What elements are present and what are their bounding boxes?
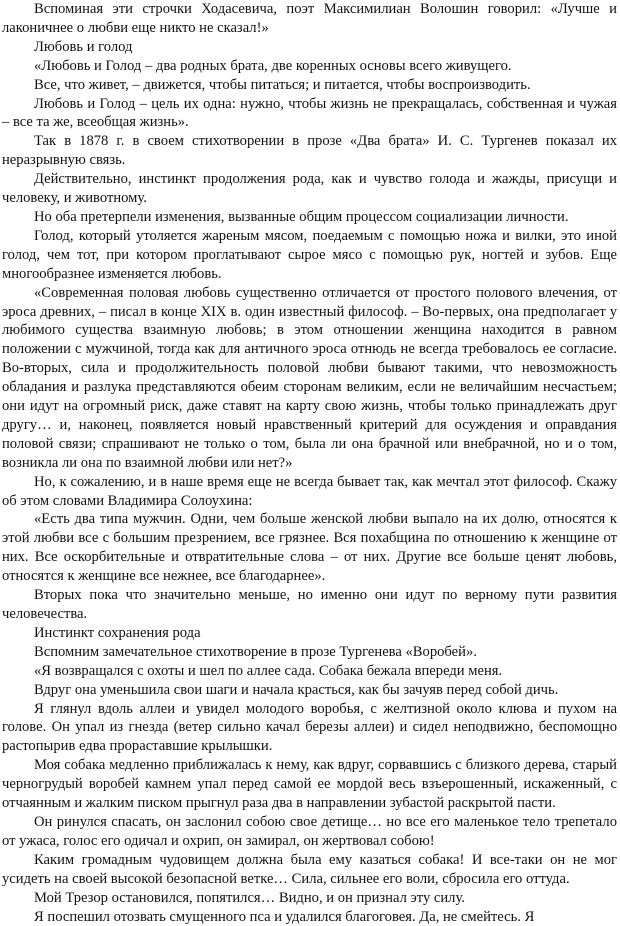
paragraph: Вспоминая эти строчки Ходасевича, поэт Максимилиан Волошин говорил: «Лучше и лаконичнее о любви еще никто не сказал!» (2, 0, 617, 38)
paragraph: «Любовь и Голод – два родных брата, две коренных основы всего живущего. (2, 57, 617, 76)
paragraph: «Есть два типа мужчин. Одни, чем больше женской любви выпало на их долю, относятся к этой любви все с большим презрением, все грязнее. Вся похабщина по отношению к женщине от них. Все оскорбительные и отвратительные слова – от них. Другие все больше ценят любовь, относятся к женщине все нежнее, все благодарнее». (2, 510, 617, 586)
section-heading: Любовь и голод (2, 38, 617, 57)
section-heading: Инстинкт сохранения рода (2, 624, 617, 643)
paragraph: Но оба претерпели изменения, вызванные общим процессом социализации личности. (2, 208, 617, 227)
paragraph: Так в 1878 г. в своем стихотворении в прозе «Два брата» И. С. Тургенев показал их неразрывную связь. (2, 132, 617, 170)
paragraph: Я глянул вдоль аллеи и увидел молодого воробья, с желтизной около клюва и пухом на голове. Он упал из гнезда (ветер сильно качал березы аллеи) и сидел неподвижно, беспомощно растопырив едва прораставшие крылышки. (2, 700, 617, 757)
paragraph: Каким громадным чудовищем должна была ему казаться собака! И все-таки он не мог усидеть на своей высокой безопасной ветке… Сила, сильнее его воли, сбросила его оттуда. (2, 851, 617, 889)
paragraph: Он ринулся спасать, он заслонил собою свое детище… но все его маленькое тело трепетало от ужаса, голос его одичал и охрип, он замирал, он жертвовал собою! (2, 813, 617, 851)
paragraph: Действительно, инстинкт продолжения рода, как и чувство голода и жажды, присущи и человеку, и животному. (2, 170, 617, 208)
paragraph: Все, что живет, – движется, чтобы питаться; и питается, чтобы воспроизводить. (2, 76, 617, 95)
paragraph: «Современная половая любовь существенно отличается от простого полового влечения, от эроса древних, – писал в конце XIX в. один известный философ. – Во-первых, она предполагает у любимого существа взаимную любовь; в этом отношении женщина находится в равном положении с мужчиной, тогда как для античного эроса отнюдь не всегда требовалось ее согласие. Во-вторых, сила и продолжительность половой любви бывают такими, что невозможность обладания и разлука представляются обеим сторонам великим, если не величайшим несчастьем; они идут на огромный риск, даже ставят на карту свою жизнь, чтобы только принадлежать друг другу… и, наконец, появляется новый нравственный критерий для осуждения и оправдания половой связи; спрашивают не только о том, была ли она брачной или внебрачной, но и о том, возникла ли она по взаимной любви или нет?» (2, 284, 617, 473)
paragraph: Вторых пока что значительно меньше, но именно они идут по верному пути развития человечества. (2, 586, 617, 624)
paragraph: «Я возвращался с охоты и шел по аллее сада. Собака бежала впереди меня. (2, 662, 617, 681)
paragraph: Голод, который утоляется жареным мясом, поедаемым с помощью ножа и вилки, это иной голод, чем тот, при котором проглатывают сырое мясо с помощью рук, ногтей и зубов. Еще многообразнее изменяется любовь. (2, 227, 617, 284)
paragraph: Моя собака медленно приближалась к нему, как вдруг, сорвавшись с близкого дерева, старый черногрудый воробей камнем упал перед самой ее мордой весь взъерошенный, искаженный, с отчаянным и жалким писком прыгнул раза два в направлении зубастой раскрытой пасти. (2, 756, 617, 813)
paragraph: Я поспешил отозвать смущенного пса и удалился благоговея. Да, не смейтесь. Я (2, 908, 617, 926)
paragraph: Но, к сожалению, и в наше время еще не всегда бывает так, как мечтал этот философ. Скажу об этом словами Владимира Солоухина: (2, 473, 617, 511)
paragraph: Вспомним замечательное стихотворение в прозе Тургенева «Воробей». (2, 643, 617, 662)
paragraph: Мой Трезор остановился, попятился… Видно, и он признал эту силу. (2, 889, 617, 908)
paragraph: Любовь и Голод – цель их одна: нужно, чтобы жизнь не прекращалась, собственная и чужая – все та же, всеобщая жизнь». (2, 95, 617, 133)
paragraph: Вдруг она уменьшила свои шаги и начала красться, как бы зачуяв перед собой дичь. (2, 681, 617, 700)
